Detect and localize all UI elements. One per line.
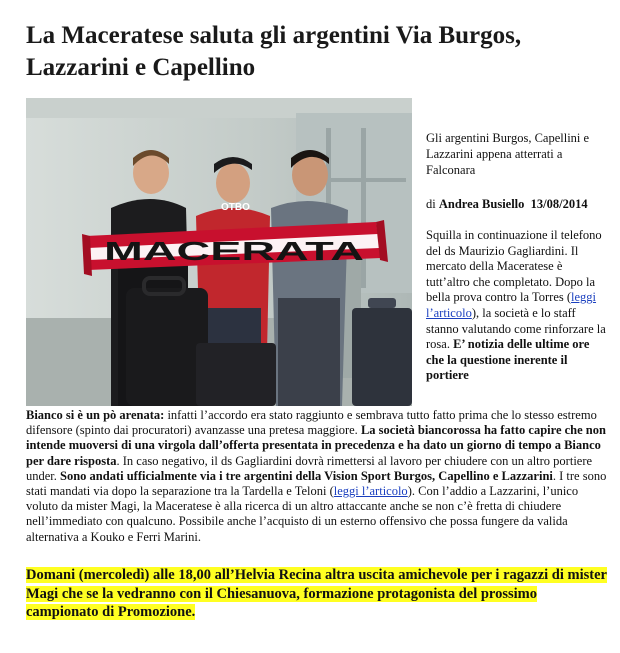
read-article-link-2[interactable]: leggi l’articolo bbox=[333, 484, 408, 499]
body-text: . I tre sono stati mandati via dopo la separazione tra la Tardella e Teloni ( bbox=[26, 468, 607, 499]
read-article-link[interactable]: leggi l’articolo bbox=[426, 290, 597, 320]
body-bold-text: La società biancorossa ha fatto capire che non intende muoversi di una virgola dall’offerta presentata in precedenza e ha dato un giorno di tempo a Bianco per dare risposta bbox=[26, 423, 606, 468]
photo-caption: Gli argentini Burgos, Capellini e Lazzarini appena atterrati a Falconara bbox=[426, 131, 590, 177]
highlighted-text: Domani (mercoledì) alle 18,00 all’Helvia Recina altra uscita amichevole per i ragazzi di mister Magi che se la vedranno con il Chiesanuova, formazione protagonista del prossimo campionato di Promozione. bbox=[26, 567, 607, 620]
article-body-bottom bbox=[26, 408, 612, 545]
body-bold-text: Sono andati ufficialmente via i tre argentini della Vision Sport Burgos, Capellino e Lazzarini bbox=[60, 468, 553, 483]
body-text: infatti l’accordo era stato raggiunto e sembrava tutto fatto prima che lo stesso estremo difensore (spinto dai procuratori) avanzasse una pretesa maggiore. bbox=[26, 408, 597, 438]
article-photo bbox=[26, 98, 412, 406]
body-text: Squilla in continuazione il telefono del ds Maurizio Gagliardini. Il mercato della Maceratese è tutt’altro che completato. Dopo la bella prova contro la Torres ( bbox=[426, 228, 602, 305]
body-text: . In caso negativo, il ds Gagliardini dovrà rimettersi al lavoro per chiudere con un altro portiere under. bbox=[26, 453, 593, 483]
body-bold-text: Bianco si è un pò arenata: bbox=[26, 408, 165, 422]
body-text: ). Con l’addio a Lazzarini, l’unico voluto da mister Magi, la Maceratese è alla ricerca di un altro attaccante anche se non c’è fretta di chiudere nell’immediato con qualcuno. Possibile anche l’acquisto di un esterno offensivo che possa fungere da valida alternativa a Kouko e Ferri Marini. bbox=[26, 484, 579, 544]
byline-prefix: di bbox=[426, 197, 439, 211]
article-title: La Maceratese saluta gli argentini Via Burgos, Lazzarini e Capellino bbox=[26, 22, 522, 81]
article-body-top bbox=[426, 228, 608, 384]
highlight-paragraph bbox=[26, 566, 610, 622]
shirt-text: OTBO bbox=[221, 202, 250, 213]
scarf-text: MACERATA bbox=[104, 236, 365, 266]
author-name: Andrea Busiello bbox=[438, 197, 525, 211]
body-bold-text: E’ notizia delle ultime ore che la questione inerente il portiere bbox=[426, 337, 590, 383]
byline bbox=[426, 196, 611, 212]
body-text: ), la società e lo staff stanno valutando come rinforzare la rosa. bbox=[426, 305, 606, 352]
publish-date: 13/08/2014 bbox=[530, 197, 588, 211]
